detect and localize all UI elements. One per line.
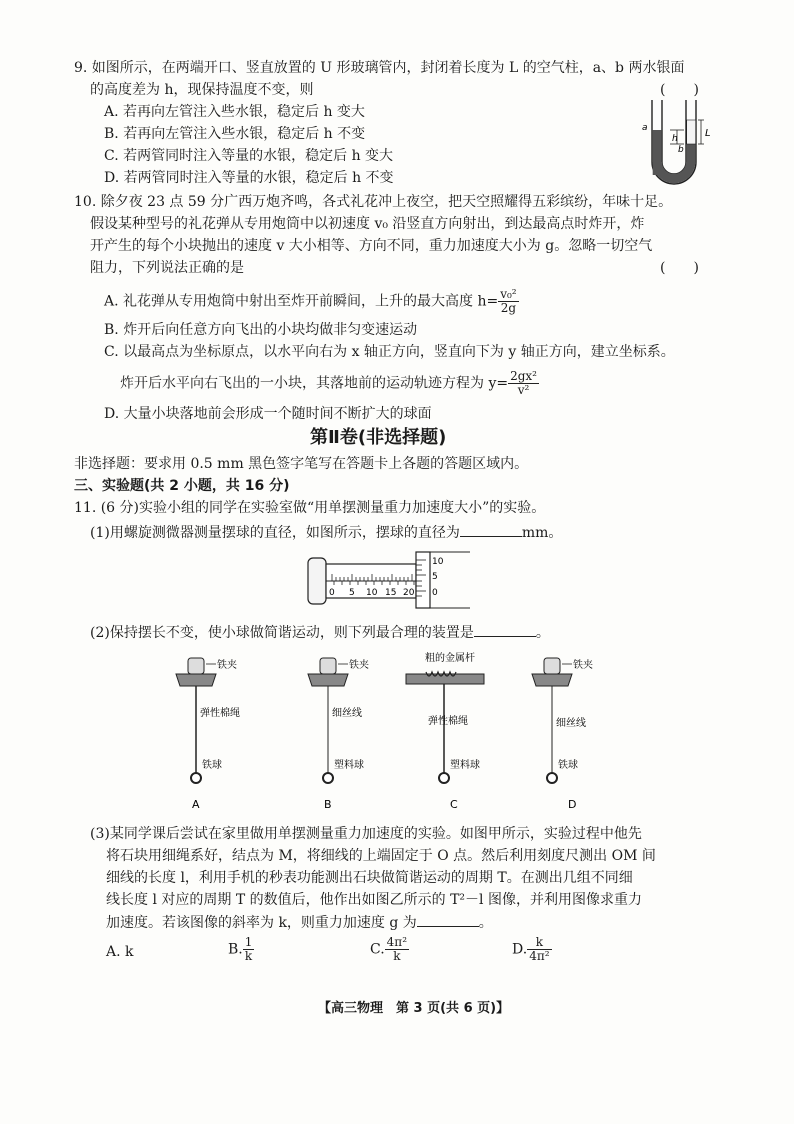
setup-b-ball-label: 塑料球 (334, 760, 364, 771)
setup-a-string-label: 弹性棉绳 (200, 708, 240, 719)
fraction-denominator: k (393, 949, 401, 964)
setup-d-top-label: 铁夹 (573, 660, 593, 671)
setup-b-string-label: 细丝线 (332, 708, 362, 719)
setup-d-ball-label: 铁球 (558, 760, 578, 771)
section-experiment-heading: 三、实验题(共 2 小题，共 16 分) (74, 478, 290, 494)
q11-part2 (90, 624, 550, 641)
q11-part2-end: 。 (535, 625, 550, 641)
setup-a (176, 658, 240, 811)
setup-d-letter: D (568, 798, 577, 811)
pendulum-setups-figure (150, 646, 650, 816)
q10-option-c-text: 炸开后水平向右飞出的一小块，其落地前的运动轨迹方程为 y= (120, 375, 509, 392)
setup-c-string-label: 弹性棉绳 (428, 716, 468, 727)
choice-c-label: C. (370, 941, 385, 958)
q10-option-c-fraction (508, 370, 539, 397)
setup-b-top-label: 铁夹 (349, 660, 369, 671)
q9-option-c: C. 若两管同时注入等量的水银，稳定后 h 变大 (104, 148, 394, 164)
q11-part1 (90, 524, 562, 541)
q10-option-a-text: A. 礼花弹从专用炮筒中射出至炸开前瞬间，上升的最大高度 h= (104, 293, 499, 310)
setup-b (308, 658, 369, 811)
u-tube-figure (640, 100, 720, 190)
q9-option-d: D. 若两管同时注入等量的水银，稳定后 h 不变 (104, 170, 394, 186)
q10-answer-paren: ( ) (660, 260, 699, 276)
setup-a-letter: A (192, 798, 200, 811)
q11-part3-line4: 线长度 l 对应的周期 T 的数值后，他作出如图乙所示的 T²－l 图像，并利用图像求重力 (106, 892, 642, 908)
q11-stem: 11. (6 分)实验小组的同学在实验室做“用单摆测量重力加速度大小”的实验。 (74, 500, 546, 516)
q10-option-c-line2 (120, 370, 539, 397)
choice-a: A. k (106, 944, 134, 960)
setup-d (532, 658, 593, 811)
thimble-tick-5: 5 (432, 572, 438, 582)
q11-part2-text: (2)保持摆长不变，使小球做简谐运动，则下列最合理的装置是 (90, 625, 474, 641)
fraction-denominator: v² (517, 383, 530, 398)
setup-a-ball-label: 铁球 (202, 760, 222, 771)
setup-b-letter: B (324, 798, 332, 811)
main-scale-tick-5: 5 (349, 588, 355, 598)
answer-blank[interactable] (474, 624, 536, 637)
fraction-denominator: 4π² (529, 949, 550, 964)
q11-part3-line2: 将石块用细绳系好，结点为 M，将细线的上端固定于 O 点。然后利用刻度尺测出 OM 间 (106, 848, 656, 864)
q11-part1-unit: mm。 (521, 525, 563, 541)
thimble-tick-0: 0 (432, 588, 438, 598)
fraction-numerator: 4π² (386, 935, 408, 949)
setup-c-ball-label: 塑料球 (450, 760, 480, 771)
main-scale-tick-10: 10 (366, 588, 378, 598)
choice-b (228, 936, 254, 963)
q11-part3-line5 (106, 914, 493, 931)
q10-option-a (104, 288, 519, 315)
label-b: b (678, 145, 684, 155)
q9-answer-paren: ( ) (660, 82, 699, 98)
main-scale-tick-0: 0 (329, 588, 335, 598)
q10-option-c-line1: C. 以最高点为坐标原点，以水平向右为 x 轴正方向，竖直向下为 y 轴正方向，建立坐标系。 (104, 344, 675, 360)
setup-c-top-label: 粗的金属杆 (425, 653, 475, 664)
thimble-tick-10: 10 (432, 557, 444, 567)
choice-c (370, 936, 409, 963)
q11-part3-line1: (3)某同学课后尝试在家里做用单摆测量重力加速度的实验。如图甲所示，实验过程中他先 (90, 826, 642, 842)
q9-option-b: B. 若再向左管注入些水银，稳定后 h 不变 (104, 126, 366, 142)
q10-option-a-fraction (498, 288, 518, 315)
main-scale-tick-20: 20 (403, 588, 415, 598)
choice-d (512, 936, 552, 963)
page-footer: 【高三物理 第 3 页(共 6 页)】 (318, 1001, 510, 1016)
q10-option-d: D. 大量小块落地前会形成一个随时间不断扩大的球面 (104, 406, 432, 422)
label-l: L (705, 128, 711, 139)
q9-stem-line1: 9. 如图所示，在两端开口、竖直放置的 U 形玻璃管内，封闭着长度为 L 的空气柱，a、b 两水银面 (74, 60, 685, 76)
q10-stem-line4: 阻力，下列说法正确的是 (90, 260, 244, 276)
q10-stem-line2: 假设某种型号的礼花弹从专用炮筒中以初速度 v₀ 沿竖直方向射出，到达最高点时炸开，炸 (90, 216, 645, 232)
micrometer-figure (300, 548, 475, 610)
choice-d-fraction (527, 936, 551, 963)
q11-part3-end: 。 (478, 915, 493, 931)
q11-part3-text: 加速度。若该图像的斜率为 k，则重力加速度 g 为 (106, 915, 417, 931)
fraction-denominator: 2g (500, 301, 517, 316)
q10-option-b: B. 炸开后向任意方向飞出的小块均做非匀变速运动 (104, 322, 418, 338)
main-scale-tick-15: 15 (385, 588, 397, 598)
q10-stem-line1: 10. 除夕夜 23 点 59 分广西万炮齐鸣，各式礼花冲上夜空，把天空照耀得五彩缤纷，年味十足。 (74, 194, 673, 210)
q11-part1-text: (1)用螺旋测微器测量摆球的直径，如图所示，摆球的直径为 (90, 525, 460, 541)
q9-option-a: A. 若再向左管注入些水银，稳定后 h 变大 (104, 104, 365, 120)
part2-title: 第Ⅱ卷(非选择题) (310, 427, 447, 448)
fraction-numerator: 1 (244, 935, 253, 949)
label-h: h (672, 134, 678, 144)
answer-blank[interactable] (460, 524, 522, 537)
q11-part3-line3: 细线的长度 l，利用手机的秒表功能测出石块做简谐运动的周期 T。在测出几组不同细 (106, 870, 633, 886)
choice-c-fraction (385, 936, 409, 963)
label-a: a (642, 123, 648, 133)
fraction-numerator: 2gx² (510, 369, 537, 383)
setup-d-string-label: 细丝线 (556, 718, 586, 729)
part2-instruction: 非选择题：要求用 0.5 mm 黑色签字笔写在答题卡上各题的答题区域内。 (74, 456, 529, 472)
q9-stem-line2: 的高度差为 h，现保持温度不变，则 (90, 82, 314, 98)
fraction-denominator: k (244, 949, 253, 964)
q10-stem-line3: 开产生的每个小块抛出的速度 v 大小相等、方向不同，重力加速度大小为 g。忽略一切空气 (90, 238, 653, 254)
answer-blank[interactable] (417, 914, 479, 927)
setup-c (406, 651, 484, 811)
setup-c-letter: C (450, 798, 458, 811)
choice-b-label: B. (228, 941, 243, 958)
fraction-numerator: k (527, 936, 551, 950)
choice-b-fraction (243, 936, 255, 963)
fraction-numerator: v₀² (500, 287, 517, 301)
choice-d-label: D. (512, 941, 528, 958)
setup-a-top-label: 铁夹 (217, 660, 237, 671)
